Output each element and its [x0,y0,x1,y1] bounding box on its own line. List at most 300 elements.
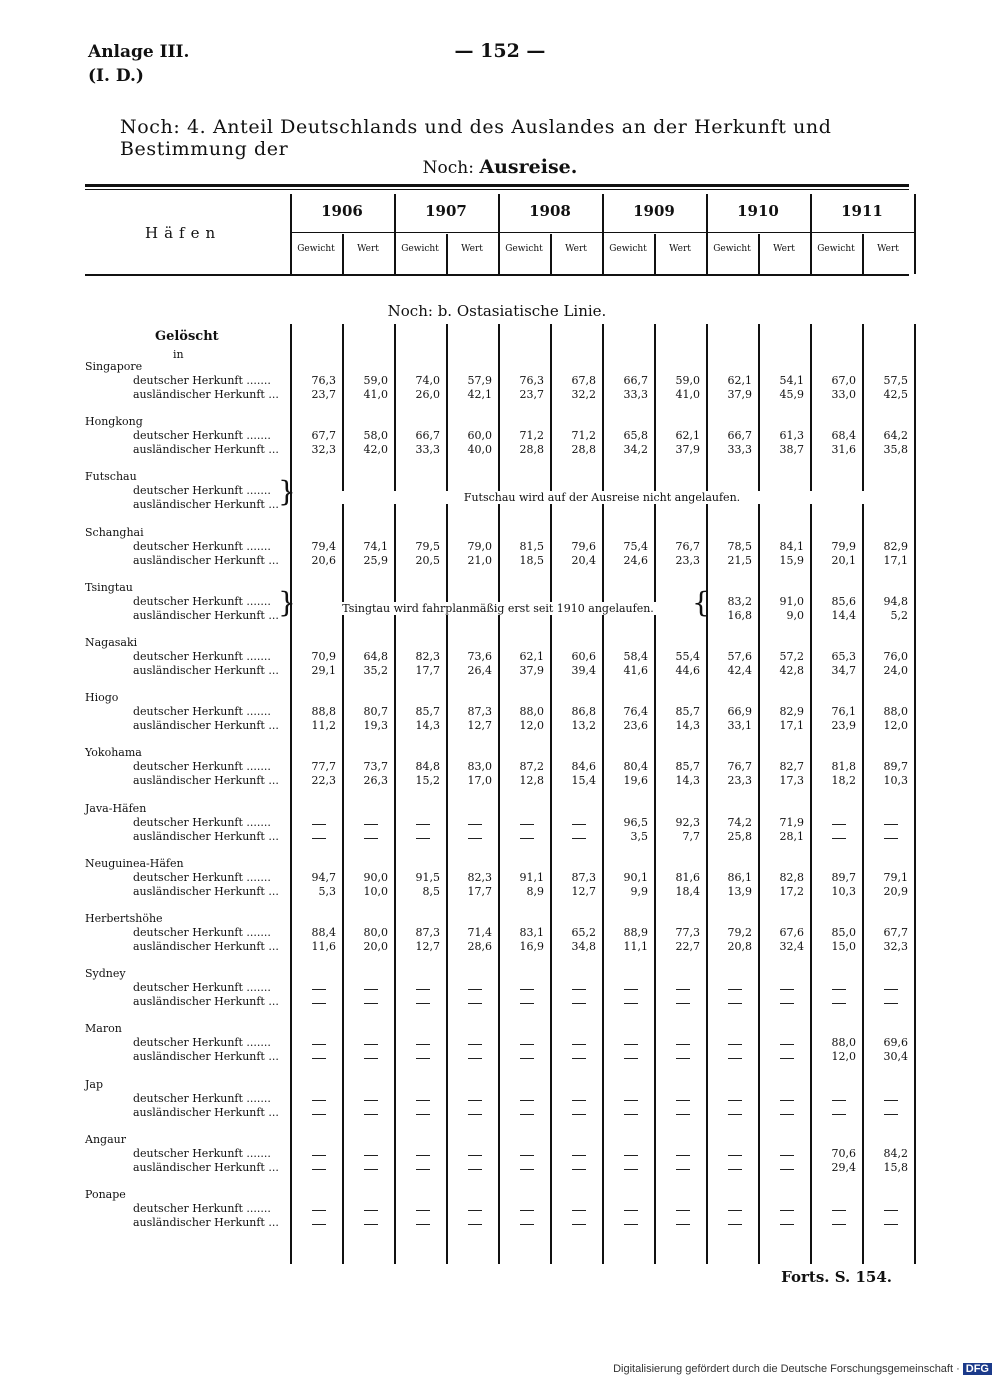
table-cell: 68,4 [831,429,856,443]
table-cell: 87,3 [467,705,492,719]
empty-value-dash [884,989,898,990]
port-name: Yokohama [85,746,142,760]
table-cell: 71,2 [571,429,596,443]
table-cell: 17,7 [415,664,440,677]
empty-value-dash [884,1003,898,1004]
table-cell: 83,0 [467,760,492,774]
table-cell: 14,3 [415,719,440,733]
port-name: Ponape [85,1188,126,1201]
annex-subtitle: (I. D.) [88,66,144,86]
empty-value-dash [676,1003,690,1004]
empty-value-dash [676,989,690,990]
empty-value-dash [312,824,326,825]
table-cell: 28,6 [467,940,492,953]
table-cell: 76,1 [831,705,856,719]
column-divider [654,324,656,1264]
empty-value-dash [312,838,326,839]
value-subheader: Wert [877,244,899,254]
table-cell: 20,1 [831,553,856,567]
table-cell: 76,4 [623,705,648,719]
table-cell: 29,1 [311,664,336,677]
table-cell: 15,8 [883,1160,908,1174]
table-cell: 33,0 [831,388,856,401]
table-cell: 18,5 [519,553,544,567]
table-cell: 33,3 [727,443,752,457]
table-cell: 70,9 [311,650,336,663]
empty-value-dash [676,1058,690,1059]
empty-value-dash [572,1100,586,1101]
empty-value-dash [832,1224,846,1225]
data-table [85,194,909,1266]
empty-value-dash [416,1003,430,1004]
port-name: Nagasaki [85,636,138,649]
year-rule [290,232,914,233]
year-divider [602,324,604,1264]
port-name: Jap [85,1077,104,1091]
table-cell: 12,0 [831,1050,856,1064]
empty-value-dash [728,1003,742,1004]
table-cell: 17,0 [467,774,492,788]
table-cell: 20,8 [727,940,752,953]
port-name: Futschau [85,470,137,484]
table-cell: 85,7 [675,760,700,774]
table-cell: 67,7 [883,926,908,939]
table-cell: 21,0 [467,553,492,567]
top-rule [85,184,909,187]
table-cell: 86,1 [727,870,752,884]
table-cell: 23,7 [311,388,336,401]
empty-value-dash [520,1114,534,1115]
table-cell: 12,0 [883,719,908,733]
empty-value-dash [884,838,898,839]
table-cell: 82,3 [467,870,492,884]
weight-subheader: Gewicht [297,244,335,254]
value-subheader: Wert [357,244,379,254]
german-origin-label: deutscher Herkunft ....... [133,650,271,663]
empty-value-dash [780,1044,794,1045]
table-cell: 76,3 [311,374,336,387]
table-cell: 13,2 [571,719,596,733]
table-cell: 41,6 [623,664,648,677]
table-cell: 26,4 [467,664,492,677]
empty-value-dash [624,1044,638,1045]
foreign-origin-label: ausländischer Herkunft ... [133,940,279,953]
empty-value-dash [572,838,586,839]
table-cell: 34,2 [623,443,648,457]
port-name: Hongkong [85,415,143,429]
empty-value-dash [468,1058,482,1059]
empty-value-dash [572,1114,586,1115]
table-cell: 35,8 [883,443,908,457]
table-cell: 32,2 [571,388,596,401]
continuation-note: Forts. S. 154. [781,1268,892,1286]
empty-value-dash [624,1003,638,1004]
empty-value-dash [520,1155,534,1156]
empty-value-dash [780,989,794,990]
foreign-origin-label: ausländischer Herkunft ... [133,388,279,401]
year-header: 1910 [737,202,779,220]
empty-value-dash [624,1058,638,1059]
empty-value-dash [416,1100,430,1101]
table-cell: 16,8 [727,608,752,622]
empty-value-dash [884,1210,898,1211]
table-cell: 34,7 [831,664,856,677]
table-cell: 84,2 [883,1146,908,1160]
table-cell: 42,1 [467,388,492,401]
weight-subheader: Gewicht [817,244,855,254]
table-cell: 42,0 [363,443,388,457]
column-divider [758,324,760,1264]
table-cell: 23,3 [727,774,752,788]
table-cell: 20,6 [311,553,336,567]
table-cell: 23,6 [623,719,648,733]
table-cell: 3,5 [630,829,648,843]
top-rule-thin [85,189,909,190]
empty-value-dash [728,1155,742,1156]
table-cell: 62,1 [727,374,752,387]
table-cell: 18,4 [675,884,700,898]
table-cell: 82,9 [779,705,804,719]
empty-value-dash [520,989,534,990]
empty-value-dash [780,1100,794,1101]
foreign-origin-label: ausländischer Herkunft ... [133,1050,279,1064]
empty-value-dash [832,1210,846,1211]
table-cell: 5,2 [890,608,908,622]
table-cell: 65,3 [831,650,856,663]
empty-value-dash [468,1210,482,1211]
port-name: Java-Häfen [85,801,147,815]
table-cell: 88,8 [311,705,336,719]
table-cell: 88,0 [883,705,908,719]
table-cell: 71,9 [779,815,804,829]
table-cell: 76,7 [727,760,752,774]
empty-value-dash [416,989,430,990]
empty-value-dash [468,989,482,990]
empty-value-dash [468,1044,482,1045]
empty-value-dash [832,1003,846,1004]
port-name: Herbertshöhe [85,912,163,925]
empty-value-dash [624,1224,638,1225]
table-cell: 10,3 [831,884,856,898]
table-cell: 79,2 [727,926,752,939]
empty-value-dash [364,1155,378,1156]
table-cell: 42,8 [779,664,804,677]
table-cell: 69,6 [883,1036,908,1050]
table-cell: 14,3 [675,719,700,733]
group-label: Gelöscht [155,329,219,344]
year-header: 1909 [633,202,675,220]
empty-value-dash [312,1003,326,1004]
table-cell: 15,4 [571,774,596,788]
table-cell: 12,7 [467,719,492,733]
table-cell: 7,7 [682,829,700,843]
empty-value-dash [884,1100,898,1101]
empty-value-dash [416,1155,430,1156]
value-subheader: Wert [669,244,691,254]
table-cell: 67,0 [831,374,856,387]
german-origin-label: deutscher Herkunft ....... [133,1091,271,1105]
column-divider [446,324,448,1264]
empty-value-dash [624,1210,638,1211]
empty-value-dash [572,1169,586,1170]
value-subheader: Wert [565,244,587,254]
table-cell: 76,7 [675,539,700,553]
foreign-origin-label: ausländischer Herkunft ... [133,774,279,788]
empty-value-dash [624,989,638,990]
table-cell: 91,1 [519,870,544,884]
table-cell: 22,7 [675,940,700,953]
table-cell: 94,8 [883,594,908,608]
table-cell: 61,3 [779,429,804,443]
table-cell: 90,0 [363,870,388,884]
table-cell: 67,7 [311,429,336,443]
empty-value-dash [520,1224,534,1225]
subtitle-main: Ausreise. [479,156,578,178]
port-note: Tsingtau wird fahrplanmäßig erst seit 1910 angelaufen. [294,602,702,615]
empty-value-dash [832,838,846,839]
table-cell: 5,3 [318,884,336,898]
table-cell: 62,1 [519,650,544,663]
table-cell: 13,9 [727,884,752,898]
empty-value-dash [520,1100,534,1101]
german-origin-label: deutscher Herkunft ....... [133,705,271,719]
year-divider [706,324,708,1264]
table-cell: 81,5 [519,539,544,553]
table-cell: 9,0 [786,608,804,622]
empty-value-dash [312,1169,326,1170]
empty-value-dash [780,1169,794,1170]
empty-value-dash [364,1058,378,1059]
table-cell: 23,3 [675,553,700,567]
table-cell: 79,9 [831,539,856,553]
year-divider [914,324,916,1264]
table-cell: 65,2 [571,926,596,939]
empty-value-dash [520,1210,534,1211]
empty-value-dash [312,989,326,990]
empty-value-dash [312,1155,326,1156]
table-cell: 8,9 [526,884,544,898]
port-name: Sydney [85,967,126,981]
table-cell: 31,6 [831,443,856,457]
table-cell: 67,8 [571,374,596,387]
empty-value-dash [468,1100,482,1101]
empty-value-dash [312,1114,326,1115]
table-cell: 85,7 [675,705,700,719]
table-cell: 16,9 [519,940,544,953]
table-cell: 26,0 [415,388,440,401]
empty-value-dash [364,989,378,990]
foreign-origin-label: ausländischer Herkunft ... [133,1105,279,1119]
table-cell: 42,4 [727,664,752,677]
port-name: Singapore [85,360,143,373]
empty-value-dash [676,1155,690,1156]
port-name: Tsingtau [85,580,133,594]
table-cell: 58,0 [363,429,388,443]
port-name: Neuguinea-Häfen [85,856,184,870]
empty-value-dash [780,1155,794,1156]
table-cell: 64,2 [883,429,908,443]
table-cell: 60,6 [571,650,596,663]
table-cell: 15,9 [779,553,804,567]
table-cell: 32,3 [883,940,908,953]
value-subheader: Wert [773,244,795,254]
empty-value-dash [676,1100,690,1101]
table-cell: 57,5 [883,374,908,387]
table-cell: 66,7 [623,374,648,387]
foreign-origin-label: ausländischer Herkunft ... [133,719,279,733]
empty-value-dash [312,1058,326,1059]
table-cell: 15,2 [415,774,440,788]
table-cell: 85,0 [831,926,856,939]
table-cell: 81,8 [831,760,856,774]
table-cell: 80,0 [363,926,388,939]
empty-value-dash [780,1114,794,1115]
year-divider [810,324,812,1264]
table-cell: 9,9 [630,884,648,898]
foreign-origin-label: ausländischer Herkunft ... [133,608,279,622]
table-cell: 87,2 [519,760,544,774]
empty-value-dash [780,1224,794,1225]
table-cell: 91,5 [415,870,440,884]
year-divider [498,324,500,1264]
empty-value-dash [416,1210,430,1211]
port-name: Angaur [85,1132,126,1146]
table-cell: 28,8 [519,443,544,457]
table-cell: 25,9 [363,553,388,567]
table-cell: 32,3 [311,443,336,457]
empty-value-dash [832,824,846,825]
table-cell: 32,4 [779,940,804,953]
table-cell: 33,3 [415,443,440,457]
column-divider [862,324,864,1264]
empty-value-dash [676,1044,690,1045]
column-divider [446,234,448,274]
table-cell: 71,2 [519,429,544,443]
column-divider [550,324,552,1264]
annex-title: Anlage III. [88,42,190,62]
dfg-logo-icon: DFG [963,1363,992,1375]
empty-value-dash [572,1044,586,1045]
brace-left: } [278,475,296,509]
footer-text: Digitalisierung gefördert durch die Deutsche Forschungsgemeinschaft · [613,1363,960,1375]
table-cell: 19,6 [623,774,648,788]
table-cell: 11,2 [311,719,336,733]
column-divider [862,234,864,274]
table-cell: 79,1 [883,870,908,884]
empty-value-dash [728,1224,742,1225]
empty-value-dash [572,1058,586,1059]
column-divider [342,324,344,1264]
empty-value-dash [832,989,846,990]
german-origin-label: deutscher Herkunft ....... [133,760,271,774]
table-cell: 15,0 [831,940,856,953]
table-cell: 45,9 [779,388,804,401]
table-cell: 84,1 [779,539,804,553]
table-cell: 88,9 [623,926,648,939]
table-cell: 86,8 [571,705,596,719]
empty-value-dash [520,1044,534,1045]
foreign-origin-label: ausländischer Herkunft ... [133,884,279,898]
empty-value-dash [364,838,378,839]
table-cell: 82,7 [779,760,804,774]
table-cell: 18,2 [831,774,856,788]
empty-value-dash [364,1100,378,1101]
table-cell: 85,6 [831,594,856,608]
empty-value-dash [364,1114,378,1115]
table-cell: 20,4 [571,553,596,567]
table-cell: 41,0 [675,388,700,401]
annex-label [88,40,189,88]
table-cell: 73,7 [363,760,388,774]
german-origin-label: deutscher Herkunft ....... [133,539,271,553]
table-cell: 37,9 [675,443,700,457]
table-cell: 79,0 [467,539,492,553]
table-cell: 66,7 [727,429,752,443]
empty-value-dash [728,989,742,990]
table-cell: 59,0 [675,374,700,387]
empty-value-dash [572,1210,586,1211]
empty-value-dash [780,1003,794,1004]
table-cell: 84,6 [571,760,596,774]
german-origin-label: deutscher Herkunft ....... [133,594,271,608]
foreign-origin-label: ausländischer Herkunft ... [133,1160,279,1174]
table-cell: 88,4 [311,926,336,939]
weight-subheader: Gewicht [505,244,543,254]
table-cell: 20,0 [363,940,388,953]
table-cell: 79,4 [311,539,336,553]
page-title: Noch: 4. Anteil Deutschlands und des Auslandes an der Herkunft und Bestimmung der [120,116,832,160]
port-name: Hiogo [85,691,119,705]
brace-right: { [692,585,710,619]
foreign-origin-label: ausländischer Herkunft ... [133,664,279,677]
column-divider [550,234,552,274]
empty-value-dash [520,838,534,839]
table-cell: 84,8 [415,760,440,774]
empty-value-dash [364,1224,378,1225]
table-cell: 59,0 [363,374,388,387]
table-cell: 74,2 [727,815,752,829]
table-cell: 83,2 [727,594,752,608]
table-cell: 33,1 [727,719,752,733]
table-cell: 82,3 [415,650,440,663]
table-cell: 57,6 [727,650,752,663]
empty-value-dash [416,1114,430,1115]
table-cell: 34,8 [571,940,596,953]
subtitle-prefix: Noch: [422,158,474,178]
stub-header: Häfen [145,224,222,242]
table-cell: 22,3 [311,774,336,788]
table-cell: 30,4 [883,1050,908,1064]
table-cell: 12,0 [519,719,544,733]
empty-value-dash [468,1003,482,1004]
empty-value-dash [364,824,378,825]
table-cell: 57,9 [467,374,492,387]
table-cell: 39,4 [571,664,596,677]
table-cell: 20,9 [883,884,908,898]
table-cell: 28,1 [779,829,804,843]
empty-value-dash [520,1003,534,1004]
table-cell: 74,0 [415,374,440,387]
table-cell: 42,5 [883,388,908,401]
empty-value-dash [364,1003,378,1004]
foreign-origin-label: ausländischer Herkunft ... [133,1216,279,1229]
table-cell: 79,5 [415,539,440,553]
empty-value-dash [312,1224,326,1225]
empty-value-dash [468,838,482,839]
empty-value-dash [416,1169,430,1170]
table-cell: 57,2 [779,650,804,663]
table-cell: 28,8 [571,443,596,457]
